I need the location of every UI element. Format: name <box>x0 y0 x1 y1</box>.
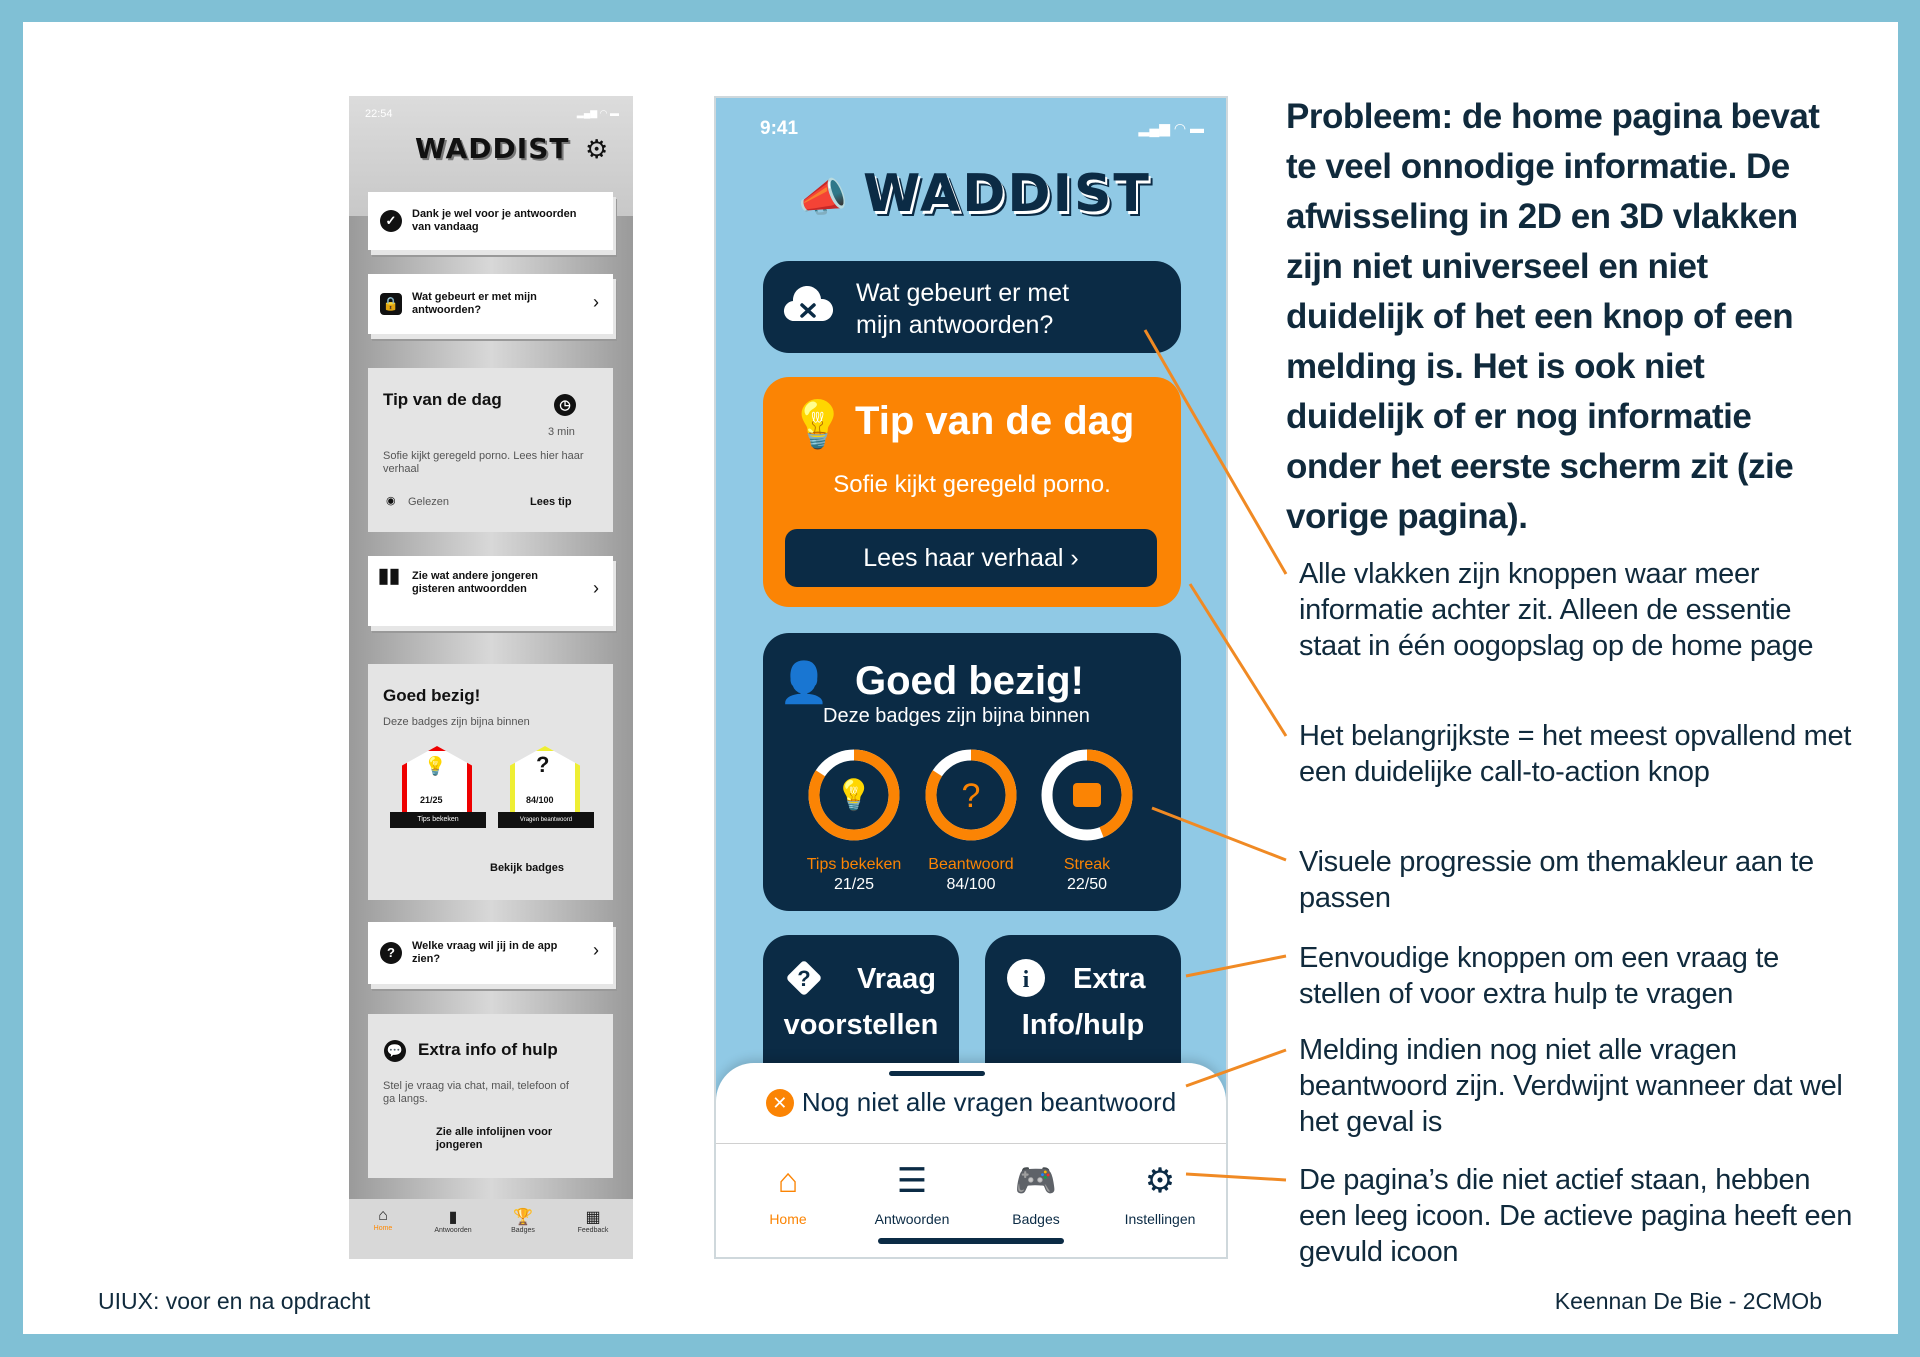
extra-text: Stel je vraag via chat, mail, telefoon of ga langs. <box>383 1080 569 1105</box>
chevron-right-icon: › <box>593 578 599 598</box>
goed-bezig-card[interactable] <box>368 664 613 900</box>
nav-home[interactable]: ⌂ Home <box>353 1207 413 1232</box>
old-bottom-nav <box>349 1199 633 1259</box>
tab-settings[interactable]: ⚙ Instellingen <box>1098 1159 1222 1227</box>
question-text: Welke vraag wil jij in de app zien? <box>412 940 558 965</box>
extra-title: Extra info of hulp <box>418 1040 558 1059</box>
info-icon <box>1005 957 1047 999</box>
svg-text:i: i <box>1022 967 1030 993</box>
chevron-right-icon: › <box>593 940 599 960</box>
read-story-button[interactable]: Lees haar verhaal › <box>785 529 1157 587</box>
badge1-value: 21/25 <box>420 795 443 805</box>
suggest-label-2: voorstellen <box>783 1009 939 1041</box>
goed-title: Goed bezig! <box>383 686 481 705</box>
nav-answers[interactable]: ▮ Antwoorden <box>423 1207 483 1234</box>
logo: WADDIST <box>415 132 570 165</box>
status-icons: ▂▄▆ ◠ ▬ <box>576 108 619 118</box>
note-5: Melding indien nog niet alle vragen beantwoord zijn. Verdwijnt wanneer dat wel het geval is <box>1299 1034 1843 1138</box>
eye-icon: ◉ <box>386 495 396 507</box>
ring-label-tips: Tips bekeken 21/25 <box>806 856 902 893</box>
progress-subtitle: Deze badges zijn bijna binnen <box>823 705 1090 727</box>
extra-card[interactable] <box>368 1014 613 1178</box>
status-icons: ▂▄▆ ◠ ▬ <box>1138 120 1204 136</box>
badge1-label: Tips bekeken <box>390 812 486 828</box>
others-card[interactable] <box>368 556 613 626</box>
tip-read: Gelezen <box>408 496 449 508</box>
tip-card[interactable] <box>763 377 1181 607</box>
numbered-list-icon: ☰ <box>896 1162 928 1200</box>
svg-text:?: ? <box>797 966 811 991</box>
tab-home[interactable]: ⌂ Home <box>726 1159 850 1227</box>
thanks-card <box>368 192 613 250</box>
what-happens-card[interactable] <box>368 274 613 334</box>
badge2-value: 84/100 <box>526 795 554 805</box>
bar-chart-icon: ▮ <box>448 1209 458 1226</box>
chat-icon: 💬 <box>384 1040 406 1062</box>
lock-icon: 🔒 <box>380 293 402 315</box>
badge2-label: Vragen beantwoord <box>498 812 594 828</box>
lightbulb-icon: 💡 <box>835 779 873 812</box>
thanks-text: Dank je wel voor je antwoorden van vandaag <box>412 208 577 233</box>
home-indicator <box>878 1238 1064 1244</box>
progress-ring-tips <box>806 747 902 843</box>
clock-icon: ◷ <box>554 394 576 416</box>
bar-chart-icon: ▮▮ <box>378 565 401 587</box>
status-time: 9:41 <box>760 118 799 139</box>
tip-title: Tip van de dag <box>383 390 502 409</box>
question-icon: ? <box>536 752 550 777</box>
progress-card[interactable] <box>763 633 1181 911</box>
gear-icon[interactable]: ⚙ <box>585 134 609 164</box>
grid-icon: ▦ <box>585 1209 601 1226</box>
status-time: 22:54 <box>365 108 393 120</box>
note-1: Alle vlakken zijn knoppen waar meer informatie achter zit. Alleen de essentie staat in één oogopslag op de home page <box>1299 558 1814 662</box>
extra-label-2: Info/hulp <box>1021 1009 1145 1041</box>
gamepad-icon: 🎮 <box>1014 1162 1058 1200</box>
question-icon: ? <box>961 777 981 815</box>
what-happens-text: Wat gebeurt er met mijn antwoorden? <box>412 291 537 316</box>
megaphone-icon: 📣 <box>798 176 848 220</box>
what-happens-button[interactable] <box>763 261 1181 353</box>
ring-label-streak: Streak 22/50 <box>1063 856 1111 893</box>
progress-ring-answered <box>923 747 1019 843</box>
new-app-screenshot <box>714 96 1228 1259</box>
gear-icon: ⚙ <box>1144 1162 1176 1200</box>
tip-text: Sofie kijkt geregeld porno. Lees hier haar verhaal <box>383 450 584 475</box>
note-3: Visuele progressie om themakleur aan te passen <box>1299 846 1814 914</box>
chevron-right-icon: › <box>1070 544 1079 572</box>
extra-link[interactable]: Zie alle infolijnen voor jongeren <box>436 1126 553 1151</box>
extra-label-1: Extra <box>1073 963 1146 995</box>
old-app-screenshot <box>349 96 633 1259</box>
footer-right: Keennan De Bie - 2CMOb <box>1554 1288 1822 1314</box>
check-icon: ✓ <box>380 210 402 232</box>
tab-answers[interactable]: ☰ Antwoorden <box>850 1159 974 1227</box>
progress-title: Goed bezig! <box>855 659 1084 703</box>
divider <box>716 1143 1226 1144</box>
tab-badges[interactable]: 🎮 Badges <box>974 1159 1098 1227</box>
calendar-icon <box>1073 783 1101 807</box>
lightbulb-icon: 💡 <box>789 398 847 450</box>
note-2: Het belangrijkste = het meest opvallend met een duidelijke call-to-action knop <box>1299 720 1852 788</box>
cloud-x-icon <box>783 285 833 325</box>
view-badges-link[interactable]: Bekijk badges <box>490 862 564 874</box>
tip-time: 3 min <box>548 426 575 438</box>
tip-text: Sofie kijkt geregeld porno. <box>833 471 1111 498</box>
ring-label-answered: Beantwoord 84/100 <box>928 856 1014 893</box>
read-tip-link[interactable]: Lees tip <box>530 496 572 508</box>
others-text: Zie wat andere jongeren gisteren antwoordden <box>412 570 538 595</box>
user-check-icon: 👤 <box>779 661 829 705</box>
nav-feedback[interactable]: ▦ Feedback <box>563 1207 623 1234</box>
what-happens-text: Wat gebeurt er met mijn antwoorden? <box>856 279 1070 339</box>
lightbulb-icon: 💡 <box>424 756 447 776</box>
note-4: Eenvoudige knoppen om een vraag te stellen of voor extra hulp te vragen <box>1299 942 1779 1010</box>
home-icon: ⌂ <box>378 1207 388 1224</box>
footer-left: UIUX: voor en na opdracht <box>98 1288 371 1314</box>
suggest-label-1: Vraag <box>857 963 936 995</box>
question-diamond-icon <box>783 957 825 999</box>
problem-statement: Probleem: de home pagina bevat te veel onnodige informatie. De afwisseling in 2D en 3D vlakken zijn niet universeel en niet duidelijk of het een knop of een melding is. Het is ook niet duidelijk of er nog informatie onder het eerste scherm zit (zie vorige pagina). <box>1286 97 1820 536</box>
unanswered-notice[interactable]: ✕ Nog niet alle vragen beantwoord <box>716 1087 1226 1118</box>
nav-badges[interactable]: 🏆 Badges <box>493 1207 553 1234</box>
question-circle-icon: ? <box>380 942 402 964</box>
bottom-sheet <box>716 1063 1226 1259</box>
sheet-handle[interactable] <box>889 1071 985 1076</box>
home-filled-icon: ⌂ <box>777 1162 799 1200</box>
tip-card[interactable] <box>368 368 613 532</box>
tip-title: Tip van de dag <box>855 399 1135 443</box>
alert-x-icon: ✕ <box>766 1089 794 1117</box>
question-card[interactable] <box>368 922 613 984</box>
chevron-right-icon: › <box>593 292 599 312</box>
progress-ring-streak <box>1039 747 1135 843</box>
goed-subtitle: Deze badges zijn bijna binnen <box>383 716 530 728</box>
note-6: De pagina’s die niet actief staan, hebben een leeg icoon. De actieve pagina heeft een gevuld icoon <box>1299 1164 1853 1268</box>
logo: WADDIST <box>863 164 1151 224</box>
trophy-icon: 🏆 <box>513 1209 533 1226</box>
